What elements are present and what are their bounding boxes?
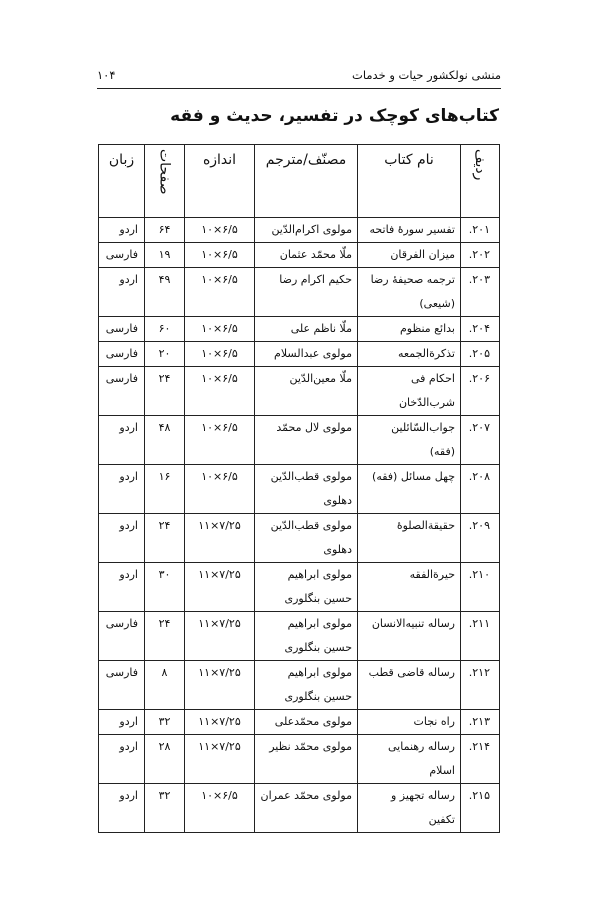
cell-radif: ۲۰۵.: [461, 342, 500, 367]
cell-language: فارسی: [99, 661, 145, 710]
cell-size: ۱۰×۶/۵: [185, 218, 255, 243]
cell-pages: ۴۹: [145, 268, 185, 317]
cell-title-line: حیرة‌الفقه: [409, 568, 455, 581]
cell-language: اردو: [99, 416, 145, 465]
cell-author: [255, 465, 358, 514]
cell-radif: ۲۰۸.: [461, 465, 500, 514]
books-table: [98, 144, 500, 833]
cell-radif: ۲۰۷.: [461, 416, 500, 465]
cell-title-line: رساله تجهیز و تکفین: [390, 789, 455, 826]
cell-radif: ۲۰۲.: [461, 243, 500, 268]
cell-title-line: بدائع منظوم: [399, 322, 455, 335]
cell-language: اردو: [99, 735, 145, 784]
cell-language: اردو: [99, 218, 145, 243]
cell-author-line: ملّا ناظم علی: [290, 322, 352, 335]
cell-title: [358, 563, 461, 612]
table-row: [99, 367, 500, 416]
cell-size: ۱۱×۷/۲۵: [185, 735, 255, 784]
cell-title-line: (شیعی): [419, 297, 455, 310]
cell-author-line: حسین بنگلوری: [284, 690, 352, 703]
header-radif-label: ردیف: [472, 149, 488, 181]
cell-size: ۱۰×۶/۵: [185, 465, 255, 514]
cell-title-line: تذکرة‌الجمعه: [398, 347, 455, 360]
header-size: اندازه: [185, 145, 255, 218]
table-row: [99, 514, 500, 563]
cell-title: [358, 661, 461, 710]
cell-size: ۱۰×۶/۵: [185, 367, 255, 416]
cell-size: ۱۱×۷/۲۵: [185, 612, 255, 661]
cell-size: ۱۰×۶/۵: [185, 416, 255, 465]
cell-pages: ۳۲: [145, 784, 185, 833]
cell-author-line: مولوی قطب‌الدّین: [270, 470, 352, 483]
cell-author-line: مولوی عبدالسلام: [274, 347, 352, 360]
cell-title-line: احکام فی: [410, 372, 455, 385]
cell-size: ۱۰×۶/۵: [185, 784, 255, 833]
cell-pages: ۱۹: [145, 243, 185, 268]
header-rule: [97, 88, 501, 89]
cell-title: [358, 416, 461, 465]
cell-language: فارسی: [99, 243, 145, 268]
table-row: [99, 243, 500, 268]
cell-pages: ۳۰: [145, 563, 185, 612]
cell-radif: ۲۱۳.: [461, 710, 500, 735]
header-language: زبان: [99, 145, 145, 218]
cell-author: [255, 416, 358, 465]
cell-author: [255, 735, 358, 784]
cell-radif: ۲۱۱.: [461, 612, 500, 661]
cell-author-line: ملّا محمّد عثمان: [279, 248, 352, 261]
cell-author-line: مولوی محمّد نظیر: [269, 740, 352, 753]
cell-language: فارسی: [99, 342, 145, 367]
cell-radif: ۲۱۴.: [461, 735, 500, 784]
table-row: [99, 465, 500, 514]
cell-radif: ۲۰۳.: [461, 268, 500, 317]
cell-title: [358, 735, 461, 784]
cell-title: [358, 784, 461, 833]
cell-title-line: رساله رهنمایی اسلام: [388, 740, 455, 777]
cell-radif: ۲۰۶.: [461, 367, 500, 416]
cell-title-line: میزان الفرقان: [390, 248, 455, 261]
table-row: [99, 342, 500, 367]
cell-author-line: مولوی اکرام‌الدّین: [271, 223, 352, 236]
cell-pages: ۲۰: [145, 342, 185, 367]
table-row: [99, 268, 500, 317]
cell-author: [255, 784, 358, 833]
cell-size: ۱۱×۷/۲۵: [185, 514, 255, 563]
header-pages: [145, 145, 185, 218]
cell-language: فارسی: [99, 317, 145, 342]
cell-author: [255, 218, 358, 243]
header-radif: [461, 145, 500, 218]
cell-title-line: تفسیر سورهٔ فاتحه: [369, 223, 455, 236]
cell-radif: ۲۰۱.: [461, 218, 500, 243]
cell-pages: ۶۰: [145, 317, 185, 342]
cell-title: [358, 243, 461, 268]
header-pages-label: صفحات: [156, 149, 173, 195]
table-row: [99, 563, 500, 612]
cell-pages: ۲۴: [145, 514, 185, 563]
cell-title: [358, 514, 461, 563]
cell-author: [255, 661, 358, 710]
cell-title-line: راه نجات: [413, 715, 455, 728]
cell-language: اردو: [99, 268, 145, 317]
cell-language: اردو: [99, 710, 145, 735]
cell-pages: ۲۴: [145, 612, 185, 661]
cell-language: اردو: [99, 514, 145, 563]
cell-author-line: مولوی ابراهیم: [287, 666, 352, 679]
cell-language: اردو: [99, 563, 145, 612]
cell-title: [358, 367, 461, 416]
table-row: [99, 661, 500, 710]
cell-author-line: حکیم اکرام رضا: [279, 273, 352, 286]
table-row: [99, 317, 500, 342]
cell-author-line: ملّا معین‌الدّین: [289, 372, 352, 385]
cell-title-line: جواب‌السّائلین (فقه): [391, 421, 455, 458]
cell-size: ۱۱×۷/۲۵: [185, 661, 255, 710]
running-head: [97, 66, 501, 86]
cell-author-line: مولوی قطب‌الدّین: [270, 519, 352, 532]
cell-author-line: مولوی ابراهیم: [287, 568, 352, 581]
cell-author: [255, 514, 358, 563]
cell-title-line: رساله قاضی قطب: [368, 666, 455, 679]
header-title: نام کتاب: [358, 145, 461, 218]
cell-title: [358, 342, 461, 367]
section-title: کتاب‌های کوچک در تفسیر، حدیث و فقه: [170, 106, 499, 126]
table-row: [99, 416, 500, 465]
cell-language: فارسی: [99, 612, 145, 661]
table-row: [99, 218, 500, 243]
cell-title: [358, 710, 461, 735]
cell-size: ۱۱×۷/۲۵: [185, 710, 255, 735]
cell-title: [358, 268, 461, 317]
cell-title-line: حقیقة‌الصلوهٔ: [396, 519, 455, 532]
cell-author-line: مولوی لال محمّد: [276, 421, 352, 434]
cell-author: [255, 342, 358, 367]
cell-pages: ۶۴: [145, 218, 185, 243]
cell-pages: ۴۸: [145, 416, 185, 465]
cell-author: [255, 367, 358, 416]
table-header-row: [99, 145, 500, 218]
cell-radif: ۲۱۲.: [461, 661, 500, 710]
cell-language: فارسی: [99, 367, 145, 416]
cell-title-line: شرب‌الدّخان: [398, 396, 455, 409]
cell-pages: ۳۲: [145, 710, 185, 735]
cell-radif: ۲۱۰.: [461, 563, 500, 612]
cell-pages: ۲۴: [145, 367, 185, 416]
cell-author-line: دهلوی: [323, 494, 352, 507]
table-body: [99, 218, 500, 833]
cell-language: اردو: [99, 784, 145, 833]
cell-author-line: دهلوی: [323, 543, 352, 556]
cell-pages: ۸: [145, 661, 185, 710]
cell-author: [255, 268, 358, 317]
header-author: مصنّف/مترجم: [255, 145, 358, 218]
table-row: [99, 735, 500, 784]
page-number: ۱۰۴: [97, 68, 116, 82]
cell-author: [255, 710, 358, 735]
cell-author: [255, 317, 358, 342]
table-row: [99, 612, 500, 661]
cell-pages: ۱۶: [145, 465, 185, 514]
cell-language: اردو: [99, 465, 145, 514]
cell-author-line: مولوی ابراهیم: [287, 617, 352, 630]
cell-size: ۱۰×۶/۵: [185, 268, 255, 317]
cell-size: ۱۰×۶/۵: [185, 317, 255, 342]
running-head-book-title: منشی نولکشور حیات و خدمات: [352, 68, 501, 82]
cell-size: ۱۱×۷/۲۵: [185, 563, 255, 612]
cell-author-line: مولوی محمّد عمران: [260, 789, 352, 802]
cell-title: [358, 317, 461, 342]
cell-author: [255, 612, 358, 661]
cell-radif: ۲۰۴.: [461, 317, 500, 342]
cell-radif: ۲۱۵.: [461, 784, 500, 833]
cell-author: [255, 243, 358, 268]
cell-title: [358, 612, 461, 661]
cell-title-line: ترجمه صحیفهٔ رضا: [370, 273, 455, 286]
cell-author-line: حسین بنگلوری: [284, 641, 352, 654]
cell-title-line: رساله تنبیه‌الانسان: [371, 617, 455, 630]
cell-title-line: چهل مسائل (فقه): [372, 470, 455, 483]
table-row: [99, 710, 500, 735]
cell-author: [255, 563, 358, 612]
cell-title: [358, 218, 461, 243]
cell-author-line: مولوی محمّدعلی: [274, 715, 352, 728]
table-row: [99, 784, 500, 833]
cell-pages: ۲۸: [145, 735, 185, 784]
cell-radif: ۲۰۹.: [461, 514, 500, 563]
cell-size: ۱۰×۶/۵: [185, 342, 255, 367]
cell-author-line: حسین بنگلوری: [284, 592, 352, 605]
cell-size: ۱۰×۶/۵: [185, 243, 255, 268]
cell-title: [358, 465, 461, 514]
